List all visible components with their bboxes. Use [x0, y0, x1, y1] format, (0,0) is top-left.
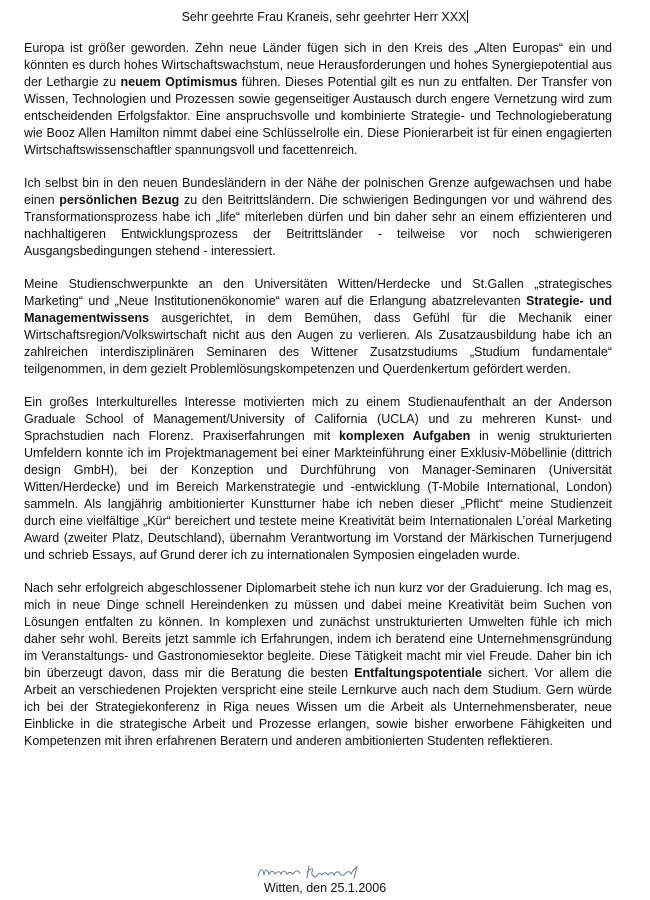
bold-phrase: Strategie- und Managementwissens: [24, 294, 612, 325]
paragraph: [24, 276, 612, 378]
paragraph: [24, 40, 612, 159]
text-segment: führen. Dieses Potential gilt es nun zu entfalten. Der Transfer von Wissen, Technologien und Prozessen sowie gegenseitiger Austausch durch engere Vernetzung wird zum entscheidenden Erfolgsfaktor. Eine anspruchsvolle und kombinierte Strategie- und Technologieberatung wie Booz Allen Hamilton nimmt dabei eine Schlüsselrolle ein. Diese Pionierarbeit ist für einen engagierten Wirtschaftswissenschaftler spannungsvoll und facettenreich.: [24, 75, 612, 157]
bold-phrase: persönlichen Bezug: [59, 193, 180, 207]
text-cursor: [467, 10, 468, 23]
letter-body: [24, 40, 612, 766]
bold-phrase: neuem Optimismus: [120, 75, 238, 89]
text-segment: zu den Beitrittsländern. Die schwierigen Bedingungen vor und während des Transformationsprozess habe ich „life“ miterleben dürfen und bin daher sehr an einem effizienteren und nachhaltigeren Entwicklungsprozess der Beitrittsländer - teilweise vor noch schwierigeren Ausgangsbedingungen stehend - interessiert.: [24, 193, 612, 258]
bold-phrase: komplexen Aufgaben: [338, 429, 471, 443]
text-segment: Ich selbst bin in den neuen Bundesländern in der Nähe der polnischen Grenze aufgewachsen und habe einen: [24, 176, 612, 207]
text-segment: Europa ist größer geworden. Zehn neue Länder fügen sich in den Kreis des „Alten Europas“ ein und könnten es durch hohes Wirtschaftswachstum, neue Herausforderungen und hohes Synergiepotential aus der Lethargie zu: [24, 41, 612, 89]
text-segment: ausgerichtet, in dem Bemühen, dass Gefühl für die Mechanik einer Wirtschaftsregion/Volkswirtschaft nicht aus den Augen zu verlieren. Als Zusatzausbildung habe ich an zahlreichen interdisziplinären Seminaren des Wittener Zusatzstudiums „Studium fundamentale“ teilgenommen, in dem gezielt Problemlösungskompetenzen und Querdenkertum gefördert werden.: [24, 311, 612, 376]
salutation-text: Sehr geehrte Frau Kraneis, sehr geehrter Herr XXX: [181, 10, 467, 24]
paragraph: [24, 580, 612, 750]
text-segment: Ein großes Interkulturelles Interesse motivierten mich zu einem Studienaufenthalt an der Anderson Graduale School of Management/University of California (UCLA) und zu mehreren Kunst- und Sprachstudien nach Florenz. Praxiserfahrungen mit: [24, 395, 612, 443]
text-segment: sichert. Vor allem die Arbeit an verschiedenen Projekten verspricht eine steile Lernkurve auch nach dem Studium. Gern würde ich bei der Strategiekonferenz in Riga neues Wissen um die Arbeit als Unternehmensberater, neue Einblicke in die strategische Arbeit und Prozesse erlangen, sowie bisher erworbene Fähigkeiten und Kompetenzen mit ihren erfahrenen Beratern und anderen ambitionierten Studenten reflektieren.: [24, 666, 612, 748]
text-segment: Meine Studienschwerpunkte an den Universitäten Witten/Herdecke und St.Gallen „strategisches Marketing“ und „Neue Institutionenökonomie“ waren auf die Erlangung abatzrelevanten: [24, 277, 612, 308]
paragraph: [24, 394, 612, 564]
bold-phrase: Entfaltungspotentiale: [354, 666, 482, 680]
text-segment: Nach sehr erfolgreich abgeschlossener Diplomarbeit stehe ich nun kurz vor der Graduierung. Ich mag es, mich in neue Dinge schnell Hereindenken zu müssen und dabei meine Kreativität beim Suchen von Lösungen entfalten zu können. In komplexen und zunächst unstrukturierten Umwelten fühle ich mich daher sehr wohl. Bereits jetzt sammle ich Erfahrungen, indem ich beratend eine Unternehmensgründung im Veranstaltungs- und Gastronomiesektor begleite. Diese Tätigkeit macht mir viel Freude. Daher bin ich bin überzeugt davon, dass mir die Beratung die besten: [24, 581, 612, 680]
paragraph: [24, 175, 612, 260]
salutation-line[interactable]: [0, 9, 650, 25]
text-segment: in wenig strukturierten Umfeldern konnte ich im Projektmanagement bei einer Markteinführung einer Exklusiv-Möbellinie (dittrich design GmbH), bei der Konzeption und Durchführung von Manager-Seminaren (Universität Witten/Herdecke) und im Bereich Markenstrategie und -entwicklung (T-Mobile International, London) sammeln. Als langjährig ambitionierter Kunstturner habe ich neben dieser „Pflicht“ meine Studienzeit durch eine vielfältige „Kür“ bereichert und testete meine Kreativität beim Internationalen L’oréal Marketing Award (zweiter Platz, Deutschland), übernahm Verantwortung im Vorstand der Märkischen Turnerjugend und schrieb Essays, auf Grund derer ich zu internationalen Symposien eingeladen wurde.: [24, 429, 612, 562]
place-date: Witten, den 25.1.2006: [263, 881, 387, 895]
